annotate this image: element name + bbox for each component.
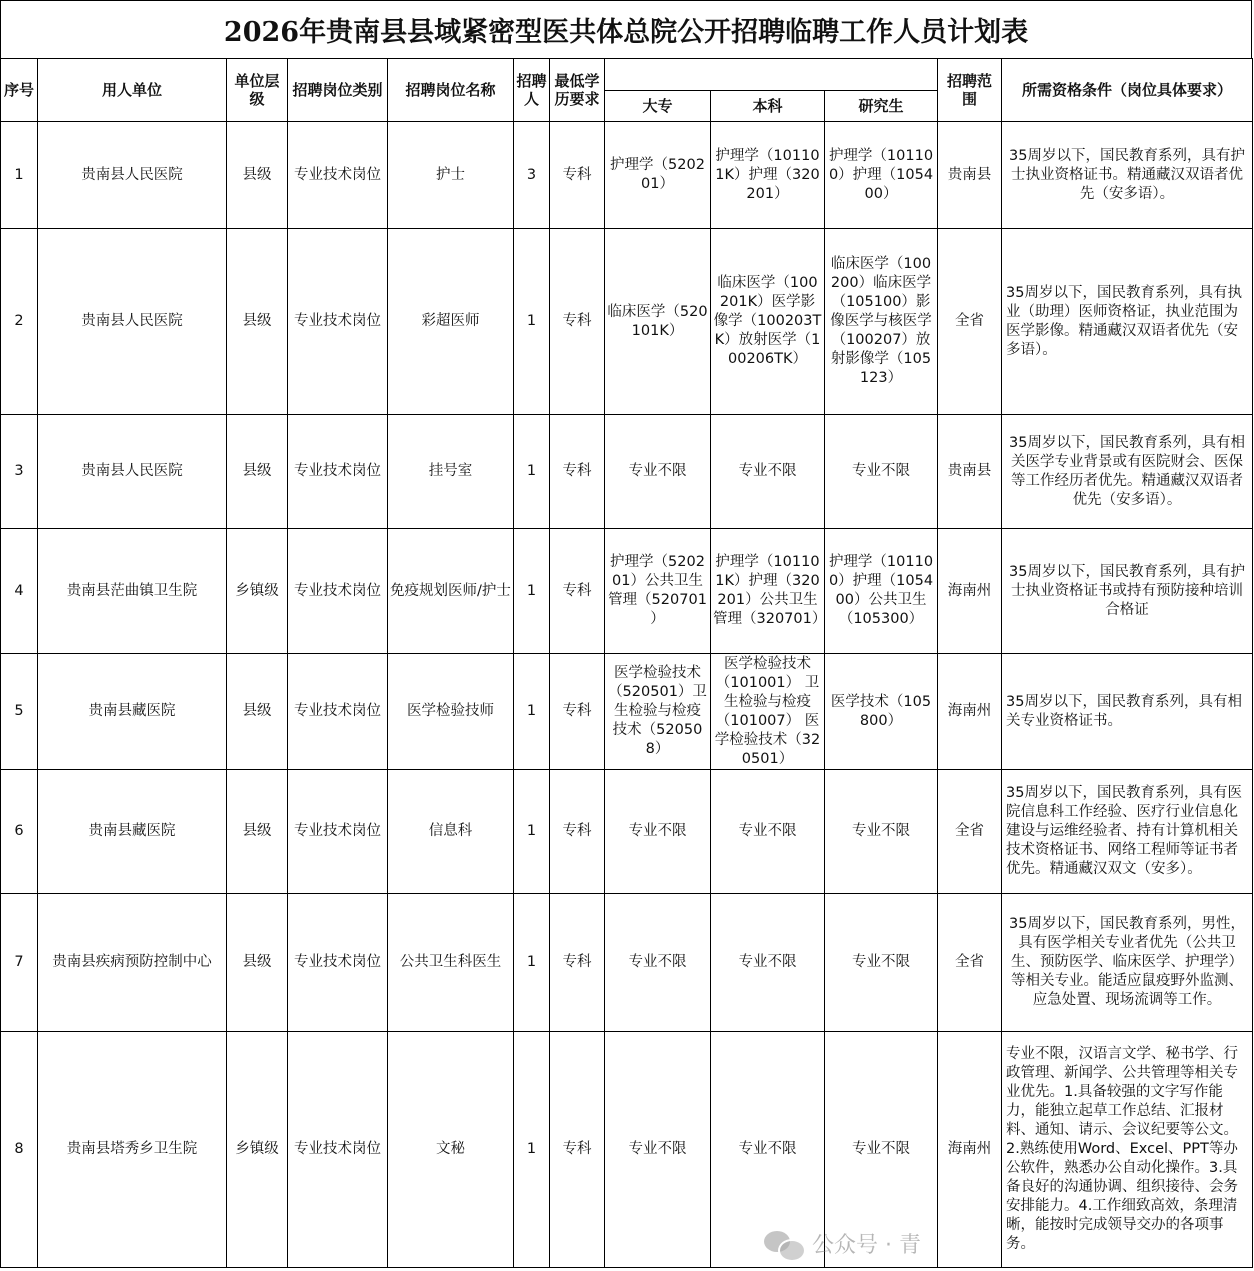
- cell-unit: 贵南县人民医院: [38, 122, 227, 229]
- cell-dazhuan: 临床医学（520101K）: [605, 229, 711, 415]
- cell-scope: 贵南县: [938, 415, 1002, 529]
- cell-post-type: 专业技术岗位: [288, 529, 388, 654]
- cell-yanjiusheng: 医学技术（105800）: [825, 654, 938, 770]
- header-major-group: [605, 59, 938, 91]
- cell-level: 县级: [227, 229, 288, 415]
- cell-yanjiusheng: 专业不限: [825, 770, 938, 894]
- cell-count: 1: [514, 770, 550, 894]
- header-seq: 序号: [1, 59, 38, 122]
- cell-unit: 贵南县疾病预防控制中心: [38, 894, 227, 1032]
- cell-dazhuan: 专业不限: [605, 770, 711, 894]
- cell-post-type: 专业技术岗位: [288, 894, 388, 1032]
- cell-level: 县级: [227, 894, 288, 1032]
- cell-yanjiusheng: 护理学（101100）护理（105400）: [825, 122, 938, 229]
- cell-unit: 贵南县藏医院: [38, 654, 227, 770]
- cell-count: 1: [514, 529, 550, 654]
- cell-scope: 全省: [938, 229, 1002, 415]
- cell-seq: 4: [1, 529, 38, 654]
- cell-yanjiusheng: 专业不限: [825, 415, 938, 529]
- cell-count: 1: [514, 1032, 550, 1268]
- cell-min-edu: 专科: [550, 770, 605, 894]
- cell-post-type: 专业技术岗位: [288, 654, 388, 770]
- cell-benke: 护理学（101101K）护理（320201）: [711, 122, 825, 229]
- header-count: 招聘人: [514, 59, 550, 122]
- cell-level: 县级: [227, 415, 288, 529]
- cell-min-edu: 专科: [550, 229, 605, 415]
- watermark-text: 公众号 · 青: [812, 1233, 921, 1258]
- cell-level: 县级: [227, 654, 288, 770]
- cell-dazhuan: 专业不限: [605, 415, 711, 529]
- table-row: [1, 415, 1253, 529]
- cell-yanjiusheng: 护理学（101100）护理（105400）公共卫生（105300）: [825, 529, 938, 654]
- header-min-edu: 最低学历要求: [550, 59, 605, 122]
- cell-dazhuan: 专业不限: [605, 1032, 711, 1268]
- cell-post-name: 医学检验技师: [388, 654, 514, 770]
- cell-unit: 贵南县藏医院: [38, 770, 227, 894]
- cell-seq: 5: [1, 654, 38, 770]
- cell-level: 县级: [227, 770, 288, 894]
- cell-post-name: 免疫规划医师/护士: [388, 529, 514, 654]
- cell-seq: 3: [1, 415, 38, 529]
- cell-count: 1: [514, 894, 550, 1032]
- header-benke: 本科: [711, 91, 825, 122]
- table-row: [1, 770, 1253, 894]
- cell-unit: 贵南县人民医院: [38, 415, 227, 529]
- cell-count: 1: [514, 415, 550, 529]
- header-level: 单位层级: [227, 59, 288, 122]
- table-row: [1, 1032, 1253, 1268]
- header-unit: 用人单位: [38, 59, 227, 122]
- cell-requirements: 35周岁以下，国民教育系列，具有相关医学专业背景或有医院财会、医保等工作经历者优先。精通藏汉双语者优先（安多语）。: [1002, 415, 1253, 529]
- cell-post-name: 信息科: [388, 770, 514, 894]
- cell-min-edu: 专科: [550, 415, 605, 529]
- cell-post-type: 专业技术岗位: [288, 122, 388, 229]
- cell-min-edu: 专科: [550, 529, 605, 654]
- table-row: [1, 529, 1253, 654]
- recruitment-table: [0, 58, 1253, 1268]
- cell-min-edu: 专科: [550, 894, 605, 1032]
- cell-benke: 专业不限: [711, 894, 825, 1032]
- cell-dazhuan: 护理学（520201）: [605, 122, 711, 229]
- cell-level: 乡镇级: [227, 1032, 288, 1268]
- cell-post-name: 护士: [388, 122, 514, 229]
- header-scope: 招聘范围: [938, 59, 1002, 122]
- cell-requirements: 专业不限，汉语言文学、秘书学、行政管理、新闻学、公共管理等相关专业优先。1.具备较强的文字写作能力，能独立起草工作总结、汇报材料、通知、请示、会议纪要等公文。2.熟练使用Word、Excel、PPT等办公软件，熟悉办公自动化操作。3.具备良好的沟通协调、组织接待、会务安排能力。4.工作细致高效，条理清晰，能按时完成领导交办的各项事务。: [1002, 1032, 1253, 1268]
- cell-post-name: 挂号室: [388, 415, 514, 529]
- cell-count: 3: [514, 122, 550, 229]
- cell-seq: 1: [1, 122, 38, 229]
- cell-requirements: 35周岁以下，国民教育系列，具有医院信息科工作经验、医疗行业信息化建设与运维经验者、持有计算机相关技术资格证书、网络工程师等证书者优先。精通藏汉双文（安多）。: [1002, 770, 1253, 894]
- cell-benke: 专业不限: [711, 415, 825, 529]
- cell-min-edu: 专科: [550, 654, 605, 770]
- cell-scope: 贵南县: [938, 122, 1002, 229]
- header-post-type: 招聘岗位类别: [288, 59, 388, 122]
- cell-requirements: 35周岁以下，国民教育系列，具有执业（助理）医师资格证，执业范围为医学影像。精通藏汉双语者优先（安多语）。: [1002, 229, 1253, 415]
- cell-unit: 贵南县塔秀乡卫生院: [38, 1032, 227, 1268]
- cell-level: 县级: [227, 122, 288, 229]
- cell-unit: 贵南县茫曲镇卫生院: [38, 529, 227, 654]
- header-dazhuan: 大专: [605, 91, 711, 122]
- header-post-name: 招聘岗位名称: [388, 59, 514, 122]
- cell-yanjiusheng: 专业不限: [825, 894, 938, 1032]
- cell-seq: 6: [1, 770, 38, 894]
- cell-benke: 临床医学（100201K）医学影像学（100203TK）放射医学（100206TK）: [711, 229, 825, 415]
- cell-unit: 贵南县人民医院: [38, 229, 227, 415]
- cell-post-name: 文秘: [388, 1032, 514, 1268]
- cell-min-edu: 专科: [550, 1032, 605, 1268]
- cell-dazhuan: 医学检验技术（520501）卫生检验与检疫技术（520508）: [605, 654, 711, 770]
- cell-dazhuan: 专业不限: [605, 894, 711, 1032]
- cell-post-name: 公共卫生科医生: [388, 894, 514, 1032]
- header-row: [1, 59, 1253, 91]
- cell-yanjiusheng: 专业不限: [825, 1032, 938, 1268]
- cell-requirements: 35周岁以下，国民教育系列，具有护士执业资格证书。精通藏汉双语者优先（安多语）。: [1002, 122, 1253, 229]
- cell-seq: 8: [1, 1032, 38, 1268]
- cell-post-name: 彩超医师: [388, 229, 514, 415]
- table-row: [1, 229, 1253, 415]
- page-title: 2026年贵南县县域紧密型医共体总院公开招聘临聘工作人员计划表: [0, 0, 1252, 59]
- cell-scope: 全省: [938, 770, 1002, 894]
- cell-post-type: 专业技术岗位: [288, 1032, 388, 1268]
- cell-benke: 护理学（101101K）护理（320201）公共卫生管理（320701）: [711, 529, 825, 654]
- cell-seq: 7: [1, 894, 38, 1032]
- cell-requirements: 35周岁以下，国民教育系列，男性，具有医学相关专业者优先（公共卫生、预防医学、临床医学、护理学）等相关专业。能适应鼠疫野外监测、应急处置、现场流调等工作。: [1002, 894, 1253, 1032]
- table-row: [1, 122, 1253, 229]
- cell-post-type: 专业技术岗位: [288, 415, 388, 529]
- cell-benke: 专业不限: [711, 1032, 825, 1268]
- header-yanjiusheng: 研究生: [825, 91, 938, 122]
- cell-scope: 海南州: [938, 1032, 1002, 1268]
- cell-seq: 2: [1, 229, 38, 415]
- cell-count: 1: [514, 654, 550, 770]
- cell-scope: 海南州: [938, 654, 1002, 770]
- table-row: [1, 654, 1253, 770]
- cell-requirements: 35周岁以下，国民教育系列，具有护士执业资格证书或持有预防接种培训合格证: [1002, 529, 1253, 654]
- cell-requirements: 35周岁以下，国民教育系列，具有相关专业资格证书。: [1002, 654, 1253, 770]
- table-row: [1, 894, 1253, 1032]
- cell-yanjiusheng: 临床医学（100200）临床医学（105100）影像医学与核医学（100207）放射影像学（105123）: [825, 229, 938, 415]
- cell-count: 1: [514, 229, 550, 415]
- cell-min-edu: 专科: [550, 122, 605, 229]
- header-requirements: 所需资格条件（岗位具体要求）: [1002, 59, 1253, 122]
- cell-scope: 全省: [938, 894, 1002, 1032]
- cell-benke: 医学检验技术（101001） 卫生检验与检疫（101007） 医学检验技术（320501）: [711, 654, 825, 770]
- wechat-icon: [764, 1229, 804, 1259]
- wechat-watermark: [764, 1228, 921, 1259]
- cell-scope: 海南州: [938, 529, 1002, 654]
- cell-dazhuan: 护理学（520201）公共卫生管理（520701 ）: [605, 529, 711, 654]
- cell-post-type: 专业技术岗位: [288, 770, 388, 894]
- cell-benke: 专业不限: [711, 770, 825, 894]
- cell-level: 乡镇级: [227, 529, 288, 654]
- cell-post-type: 专业技术岗位: [288, 229, 388, 415]
